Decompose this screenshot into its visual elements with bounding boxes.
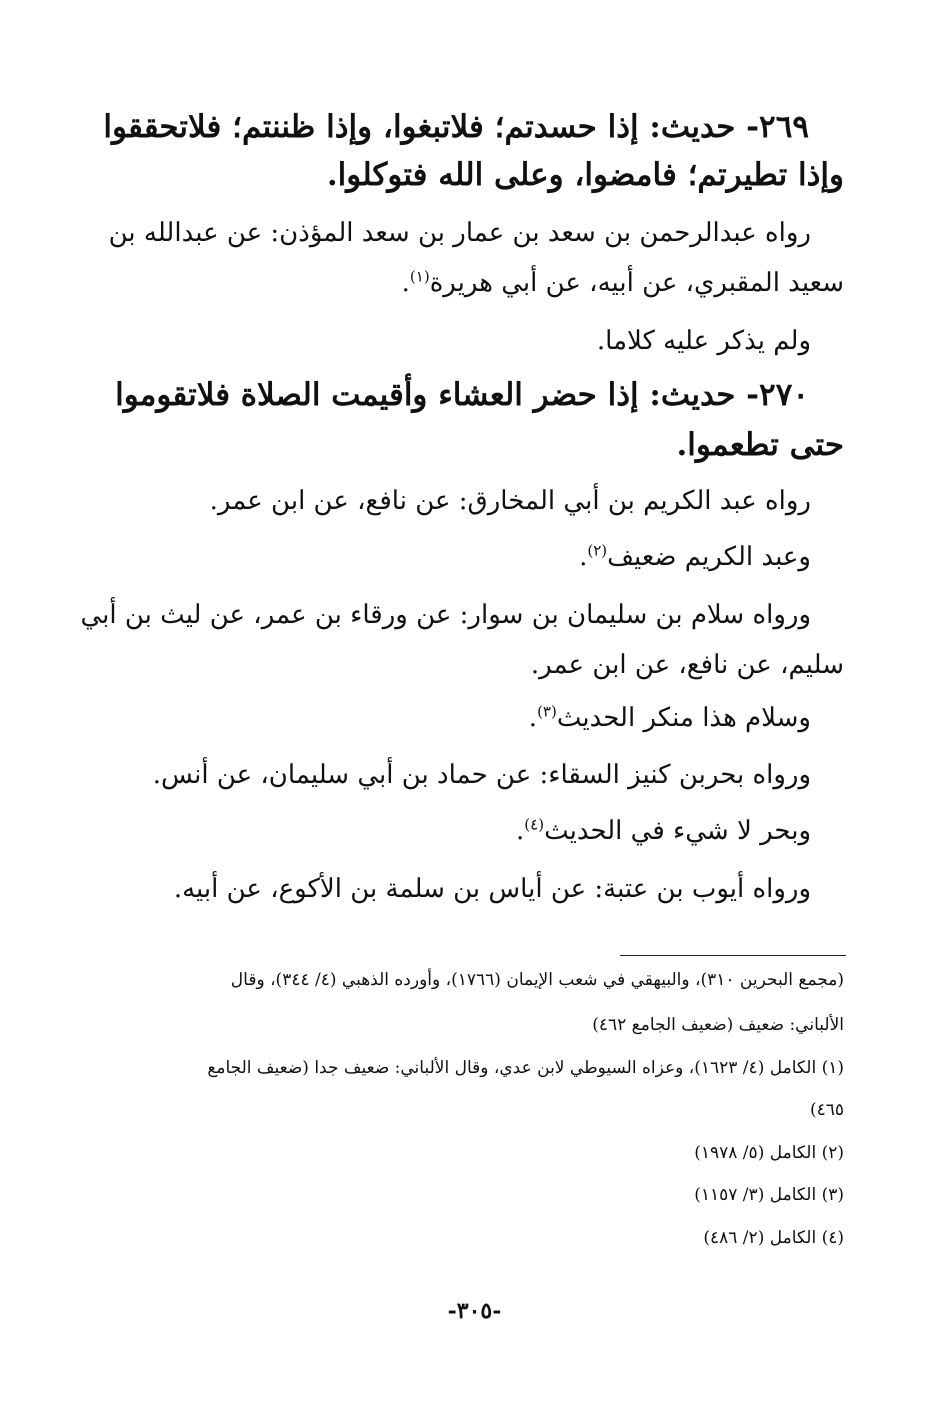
footnote-ref-1: (١) [409,267,430,286]
hadith-270-chain-3: ورواه بحربن كنيز السقاء: عن حماد بن أبي سليمان، عن أنس. [152,760,811,790]
narration-end: . [401,268,410,298]
grade-text: وعبد الكريم ضعيف [607,542,811,572]
hadith-270-heading-line1: ٢٧٠- حديث: إذا حضر العشاء وأقيمت الصلاة فلاتقوموا [115,377,809,413]
grade-end: . [516,816,525,846]
grade-end: . [528,703,538,733]
hadith-270-grade-1 [579,541,811,572]
footnote-ref-3: (٣) [537,702,557,721]
hadith-269-heading-line2: وإذا تطيرتم؛ فامضوا، وعلى الله فتوكلوا. [326,157,844,193]
footnote-ref-4: (٤) [524,815,545,834]
hadith-269-heading-line1: ٢٦٩- حديث: إذا حسدتم؛ فلاتبغوا، وإذا ظننتم؛ فلاتحققوا [103,109,809,145]
footnote-carryover-line2: الألباني: ضعيف (ضعيف الجامع ٤٦٢) [592,1015,844,1035]
grade-text: وسلام هذا منكر الحديث [556,703,811,733]
hadith-270-grade-3 [516,815,811,846]
footnote-1-line1: (١) الكامل (٤/ ١٦٢٣)، وعزاه السيوطي لابن عدي، وقال الألباني: ضعيف جدا (ضعيف الجامع [207,1058,844,1078]
grade-text: وبحر لا شيء في الحديث [544,816,811,846]
hadith-270-chain-2-line1: ورواه سلام بن سليمان بن سوار: عن ورقاء بن عمر، عن ليث بن أبي [80,600,811,630]
grade-end: . [579,542,588,572]
hadith-269-comment: ولم يذكر عليه كلاما. [596,326,811,356]
narration-text: سعيد المقبري، عن أبيه، عن أبي هريرة [429,268,844,298]
footnote-ref-2: (٢) [587,541,608,560]
hadith-270-chain-2-line2: سليم، عن نافع، عن ابن عمر. [530,650,844,680]
footnote-2: (٢) الكامل (٥/ ١٩٧٨) [694,1143,844,1163]
footnote-carryover-line1: (مجمع البحرين ٣١٠)، والبيهقي في شعب الإيمان (١٧٦٦)، وأورده الذهبي (٤/ ٣٤٤)، وقال [230,970,844,990]
hadith-270-grade-2 [528,702,811,733]
footnote-4: (٤) الكامل (٢/ ٤٨٦) [703,1228,844,1248]
hadith-269-narration-line2 [401,267,844,298]
hadith-270-heading-line2: حتى تطعموا. [676,427,844,463]
page-number: -٣٠٥- [447,1298,502,1324]
hadith-270-chain-1: رواه عبد الكريم بن أبي المخارق: عن نافع، عن ابن عمر. [209,486,811,516]
footnote-separator [620,955,846,956]
hadith-269-narration-line1: رواه عبدالرحمن بن سعد بن عمار بن سعد المؤذن: عن عبدالله بن [108,218,811,248]
footnote-1-line2: ٤٦٥) [809,1100,844,1120]
footnote-3: (٣) الكامل (٣/ ١١٥٧) [694,1185,844,1205]
hadith-270-chain-4: ورواه أيوب بن عتبة: عن أياس بن سلمة بن الأكوع، عن أبيه. [173,874,811,904]
